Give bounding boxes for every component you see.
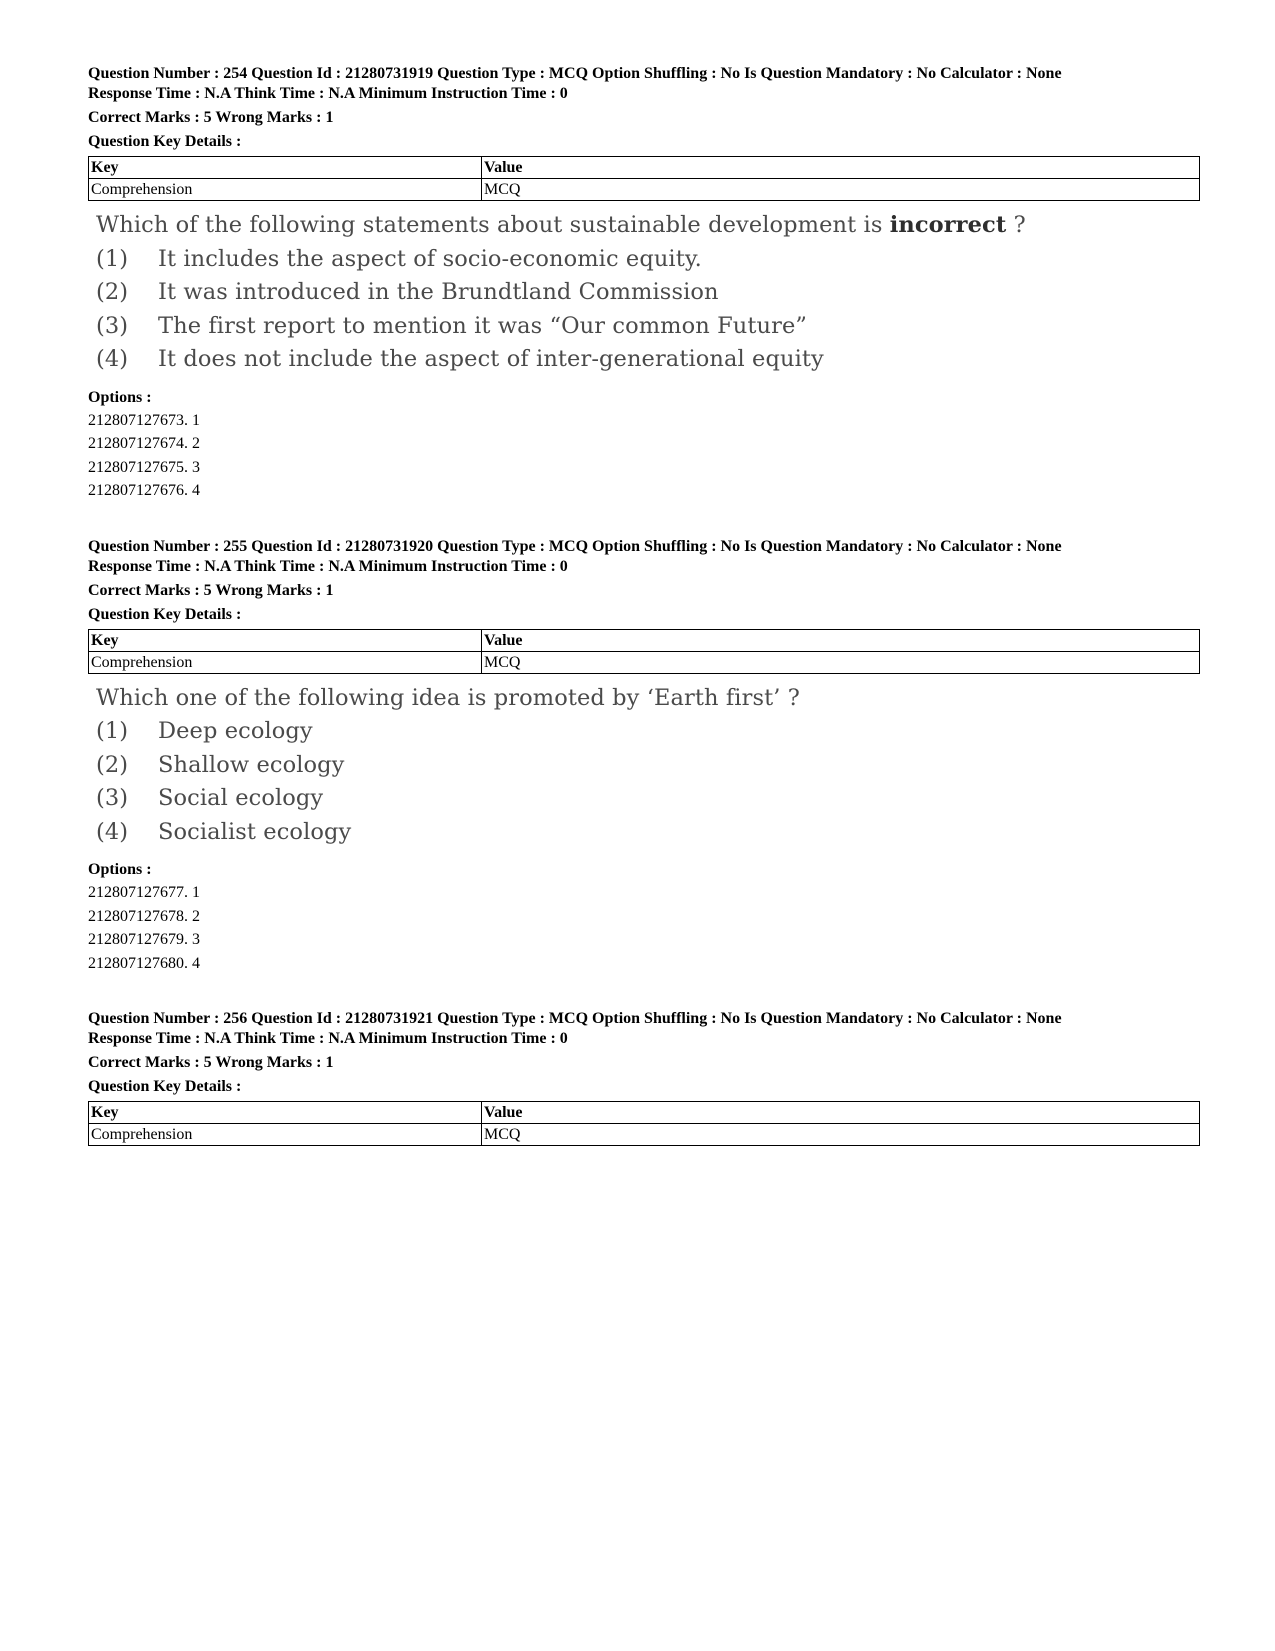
choice-item	[96, 243, 1200, 277]
table-cell-key: Comprehension	[89, 179, 482, 201]
question-timing-line: Response Time : N.A Think Time : N.A Minimum Instruction Time : 0	[88, 557, 568, 575]
choice-text: Social ecology	[158, 785, 324, 811]
table-header-row	[89, 157, 1200, 179]
choice-text: It includes the aspect of socio-economic equity.	[158, 245, 702, 272]
choice-text: Deep ecology	[158, 718, 313, 744]
choice-number: (2)	[96, 751, 129, 778]
question-stem-text: Which one of the following idea is promoted by ‘Earth first’ ?	[96, 684, 800, 711]
table-cell-key: Comprehension	[89, 651, 482, 673]
choice-text: Shallow ecology	[158, 751, 345, 778]
question-stem	[96, 682, 1200, 716]
choice-item	[96, 816, 1200, 850]
options-label: Options :	[88, 861, 152, 878]
table-header-key: Key	[89, 157, 482, 179]
marks-line: Correct Marks : 5 Wrong Marks : 1	[88, 109, 334, 126]
key-details-label: Question Key Details :	[88, 133, 242, 150]
choice-item	[96, 749, 1200, 783]
table-header-key: Key	[89, 1102, 482, 1124]
choice-item	[96, 276, 1200, 310]
choice-text: It was introduced in the Brundtland Commission	[158, 279, 719, 305]
choice-number: (4)	[96, 818, 129, 845]
choice-number: (2)	[96, 279, 129, 305]
marks-line: Correct Marks : 5 Wrong Marks : 1	[88, 1054, 334, 1071]
table-cell-value: MCQ	[482, 1124, 1200, 1146]
question-timing-line: Response Time : N.A Think Time : N.A Minimum Instruction Time : 0	[88, 1030, 568, 1047]
table-header-value: Value	[482, 1102, 1200, 1124]
question-stem-text: Which of the following statements about sustainable development is	[96, 212, 890, 238]
table-header-row	[89, 1102, 1200, 1124]
question-256	[88, 1009, 1200, 1146]
table-cell-value: MCQ	[482, 179, 1200, 201]
option-item: 212807127674. 2	[88, 435, 200, 452]
choice-item	[96, 782, 1200, 816]
option-item: 212807127673. 1	[88, 411, 200, 429]
choice-text: Socialist ecology	[158, 818, 352, 845]
question-meta-line: Question Number : 254 Question Id : 21280731919 Question Type : MCQ Option Shuffling : No Is Question Mandatory : No Calculator : None	[88, 65, 1062, 82]
question-meta-line: Question Number : 255 Question Id : 21280731920 Question Type : MCQ Option Shuffling : No Is Question Mandatory : No Calculator : None	[88, 537, 1062, 555]
table-header-value: Value	[482, 157, 1200, 179]
table-header-value: Value	[482, 629, 1200, 651]
option-item: 212807127677. 1	[88, 884, 200, 901]
table-cell-key: Comprehension	[89, 1124, 482, 1146]
question-254	[88, 64, 1200, 503]
option-item: 212807127678. 2	[88, 907, 200, 925]
key-details-label: Question Key Details :	[88, 605, 242, 623]
question-255	[88, 537, 1200, 976]
option-item: 212807127679. 3	[88, 931, 200, 948]
choice-number: (1)	[96, 245, 129, 272]
table-cell-value: MCQ	[482, 651, 1200, 673]
question-stem-emphasis: incorrect	[889, 212, 1007, 238]
key-details-table	[88, 1101, 1200, 1146]
options-label: Options :	[88, 388, 152, 406]
key-details-table	[88, 629, 1200, 674]
choice-text: The first report to mention it was “Our common Future”	[158, 312, 807, 339]
choice-number: (1)	[96, 718, 129, 744]
key-details-label: Question Key Details :	[88, 1078, 242, 1095]
choice-item	[96, 715, 1200, 749]
choice-number: (3)	[96, 312, 129, 339]
option-item: 212807127680. 4	[88, 954, 200, 972]
question-scan-image	[96, 682, 1200, 850]
question-stem-end: ?	[1006, 212, 1026, 238]
question-timing-line: Response Time : N.A Think Time : N.A Minimum Instruction Time : 0	[88, 85, 568, 102]
choice-item	[96, 343, 1200, 377]
option-item: 212807127676. 4	[88, 482, 200, 499]
table-row	[89, 1124, 1200, 1146]
marks-line: Correct Marks : 5 Wrong Marks : 1	[88, 581, 334, 599]
document-page	[88, 64, 1200, 1180]
option-item: 212807127675. 3	[88, 458, 200, 476]
choice-number: (4)	[96, 346, 129, 372]
key-details-table	[88, 156, 1200, 201]
choice-number: (3)	[96, 785, 129, 811]
question-scan-image	[96, 209, 1200, 377]
table-row	[89, 179, 1200, 201]
table-header-row	[89, 629, 1200, 651]
table-header-key: Key	[89, 629, 482, 651]
table-row	[89, 651, 1200, 673]
choice-text: It does not include the aspect of inter-generational equity	[158, 346, 824, 372]
choice-item	[96, 310, 1200, 344]
question-meta-line: Question Number : 256 Question Id : 21280731921 Question Type : MCQ Option Shuffling : No Is Question Mandatory : No Calculator : None	[88, 1010, 1062, 1027]
question-stem	[96, 209, 1200, 243]
